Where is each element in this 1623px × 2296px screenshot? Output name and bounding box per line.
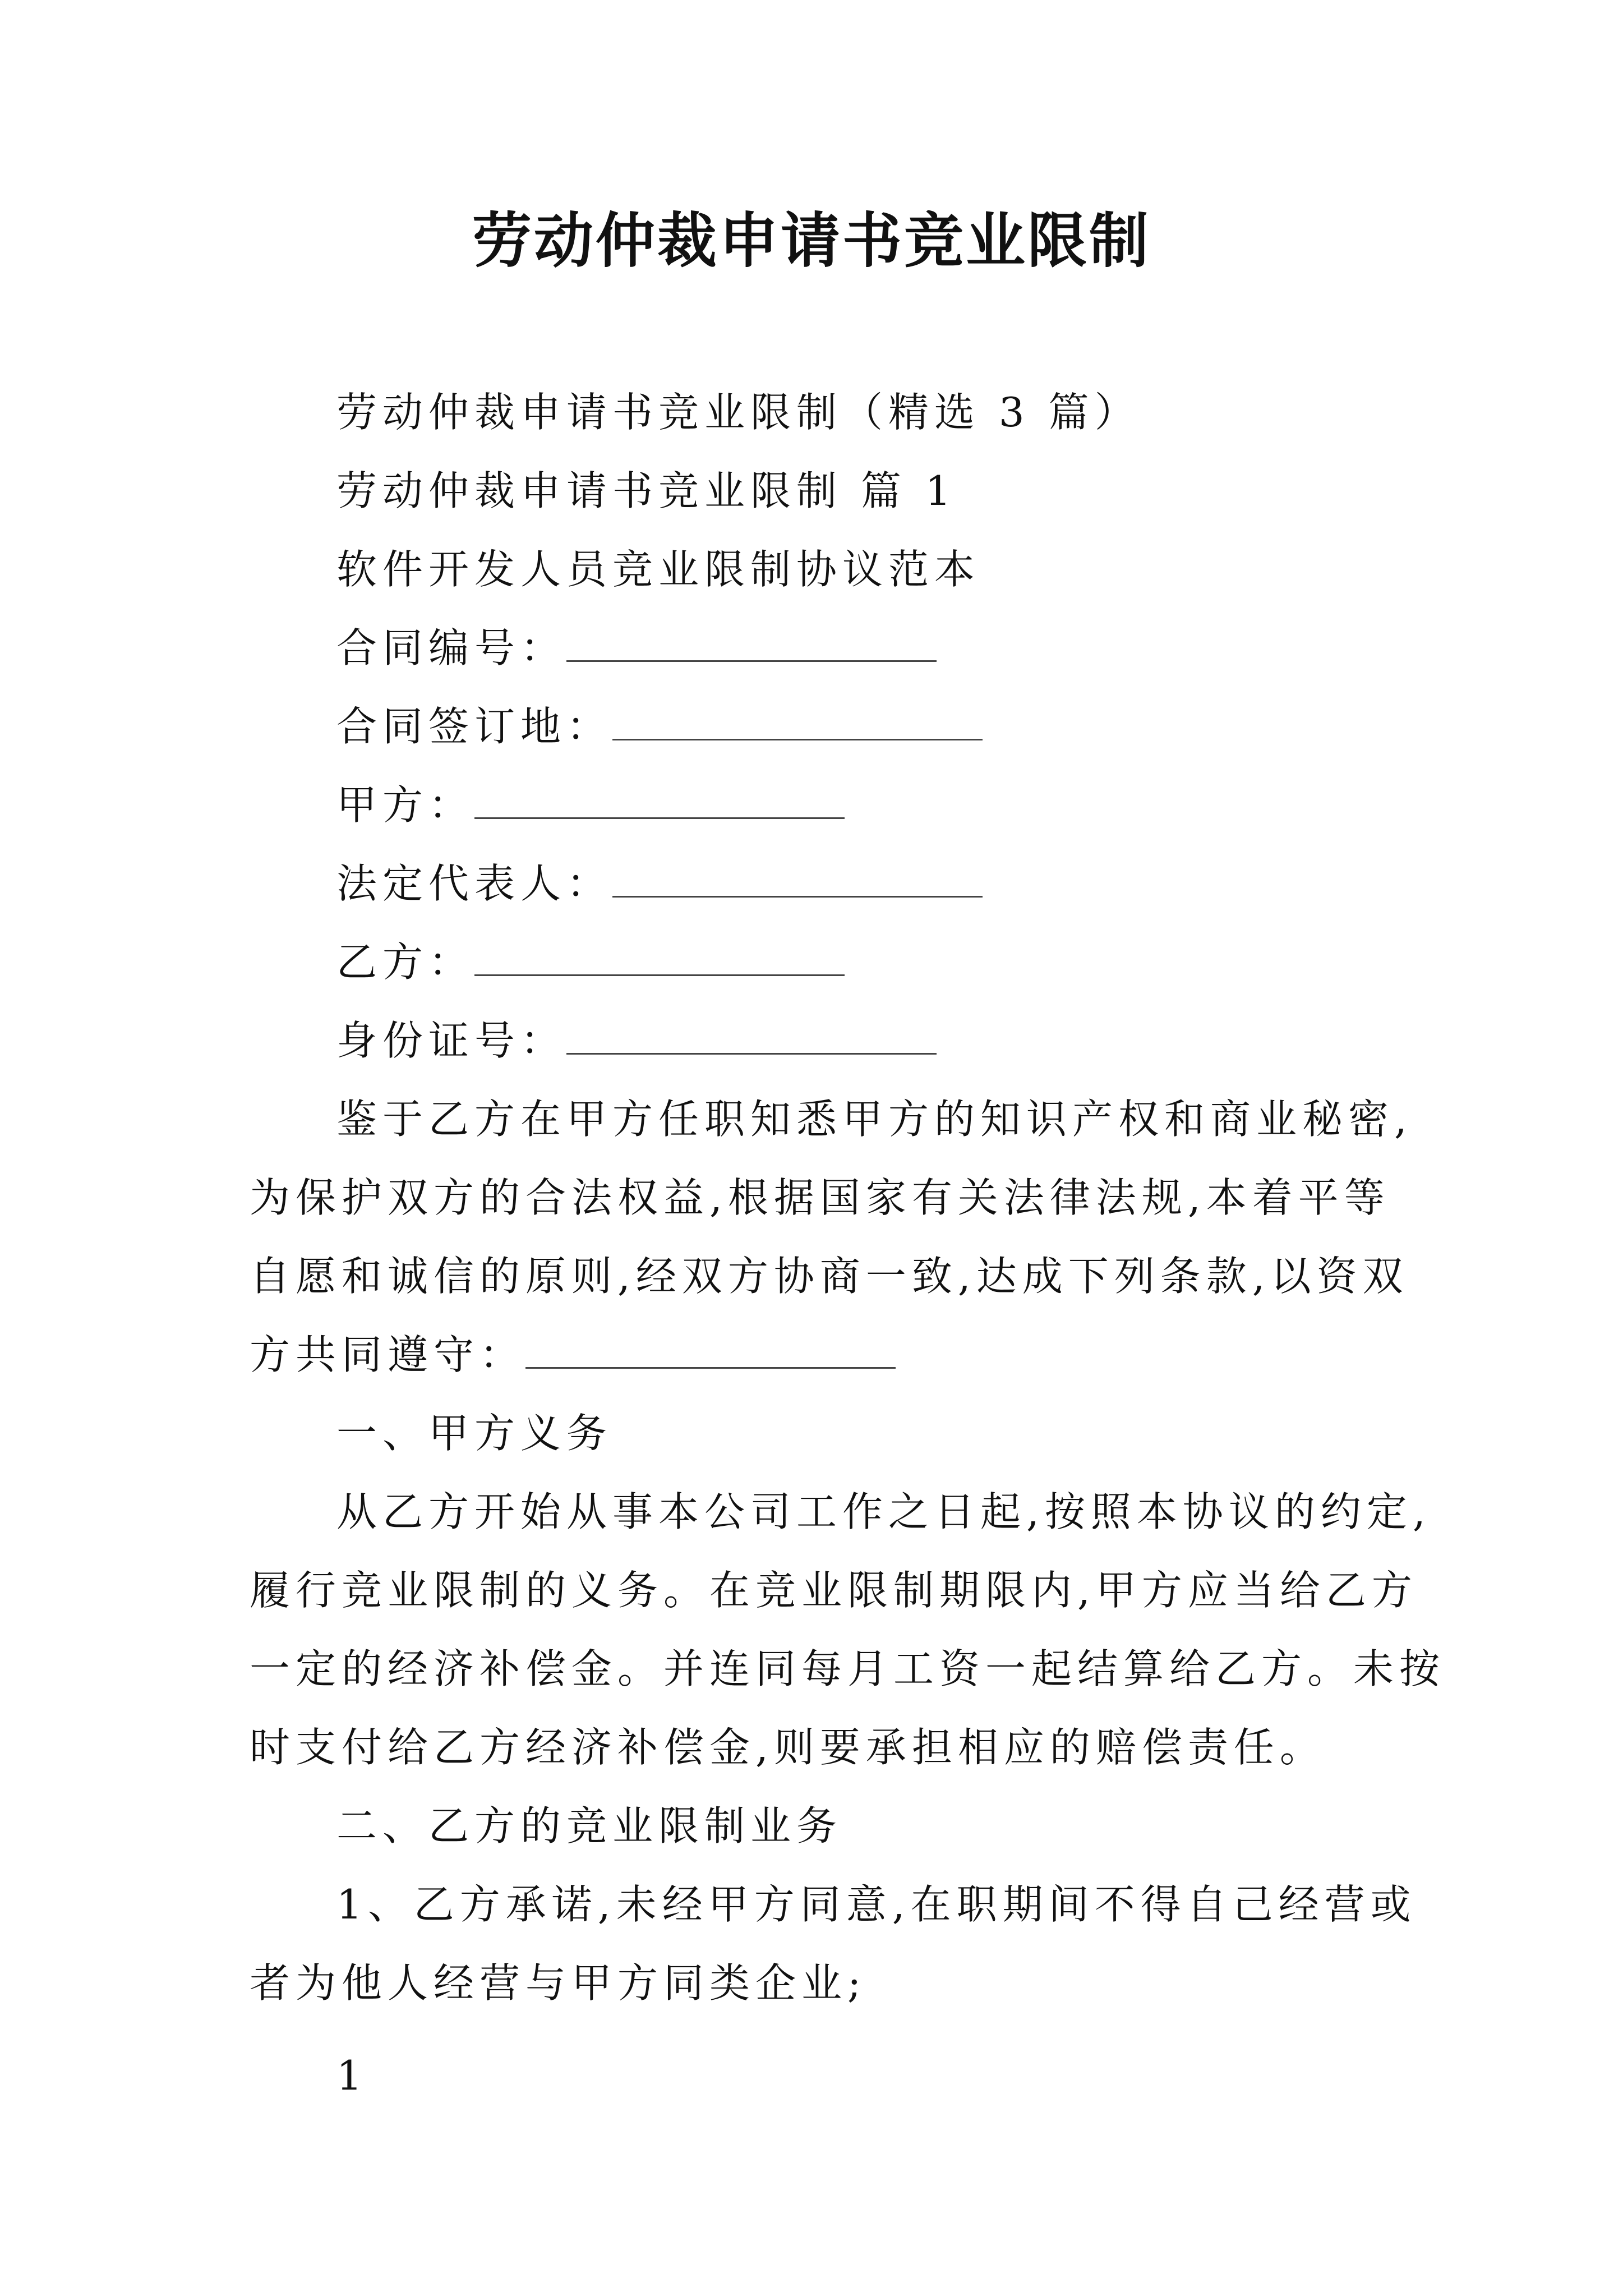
party-a-label: 甲方： [336,781,475,829]
contract-number-label: 合同编号： [336,624,567,671]
section-heading-party-a-duties: 一、甲方义务 [336,1410,613,1457]
legal-rep-blank [612,862,983,898]
document-title: 劳动仲裁申请书竞业限制 [472,206,1151,275]
preamble-blank [525,1333,896,1369]
contract-number-field [336,620,937,676]
sign-place-label: 合同签订地： [336,703,613,750]
paragraph-line: 者为他人经营与甲方同类企业; [250,1959,867,2007]
sign-place-field [336,698,983,754]
party-a-field [336,777,845,833]
paragraph-line: 时支付给乙方经济补偿金,则要承担相应的赔偿责任。 [250,1724,1326,1771]
paragraph-line: 一定的经济补偿金。并连同每月工资一起结算给乙方。未按 [250,1645,1446,1692]
contract-number-blank [566,627,937,662]
paragraph-line: 从乙方开始从事本公司工作之日起,按照本协议的约定, [336,1488,1431,1535]
id-number-blank [566,1019,937,1055]
section-heading-party-b-duties: 二、乙方的竞业限制业务 [336,1802,843,1849]
contract-title: 软件开发人员竞业限制协议范本 [336,546,981,593]
party-b-label: 乙方： [336,938,475,986]
legal-rep-label: 法定代表人： [336,860,613,907]
preamble-line: 为保护双方的合法权益,根据国家有关法律法规,本着平等 [250,1174,1390,1221]
paragraph-line: 履行竞业限制的义务。在竞业限制期限内,甲方应当给乙方 [250,1567,1418,1614]
id-number-field [336,1013,937,1069]
preamble-line: 自愿和诚信的原则,经双方协商一致,达成下列条款,以资双 [250,1253,1409,1300]
subtitle: 劳动仲裁申请书竞业限制（精选 3 篇） [336,389,1141,436]
page-number: 1 [336,2052,362,2099]
preamble-line: 鉴于乙方在甲方任职知悉甲方的知识产权和商业秘密, [336,1096,1413,1143]
party-a-blank [474,784,845,819]
section-heading: 劳动仲裁申请书竞业限制 篇 1 [336,467,957,514]
preamble-line: 方共同遵守： [250,1331,526,1378]
party-b-blank [474,941,845,976]
party-b-field [336,934,845,990]
id-number-label: 身份证号： [336,1017,567,1064]
paragraph-line: 1、乙方承诺,未经甲方同意,在职期间不得自己经营或 [336,1881,1417,1928]
preamble-closing-field [250,1327,896,1383]
sign-place-blank [612,705,983,740]
legal-rep-field [336,855,983,912]
